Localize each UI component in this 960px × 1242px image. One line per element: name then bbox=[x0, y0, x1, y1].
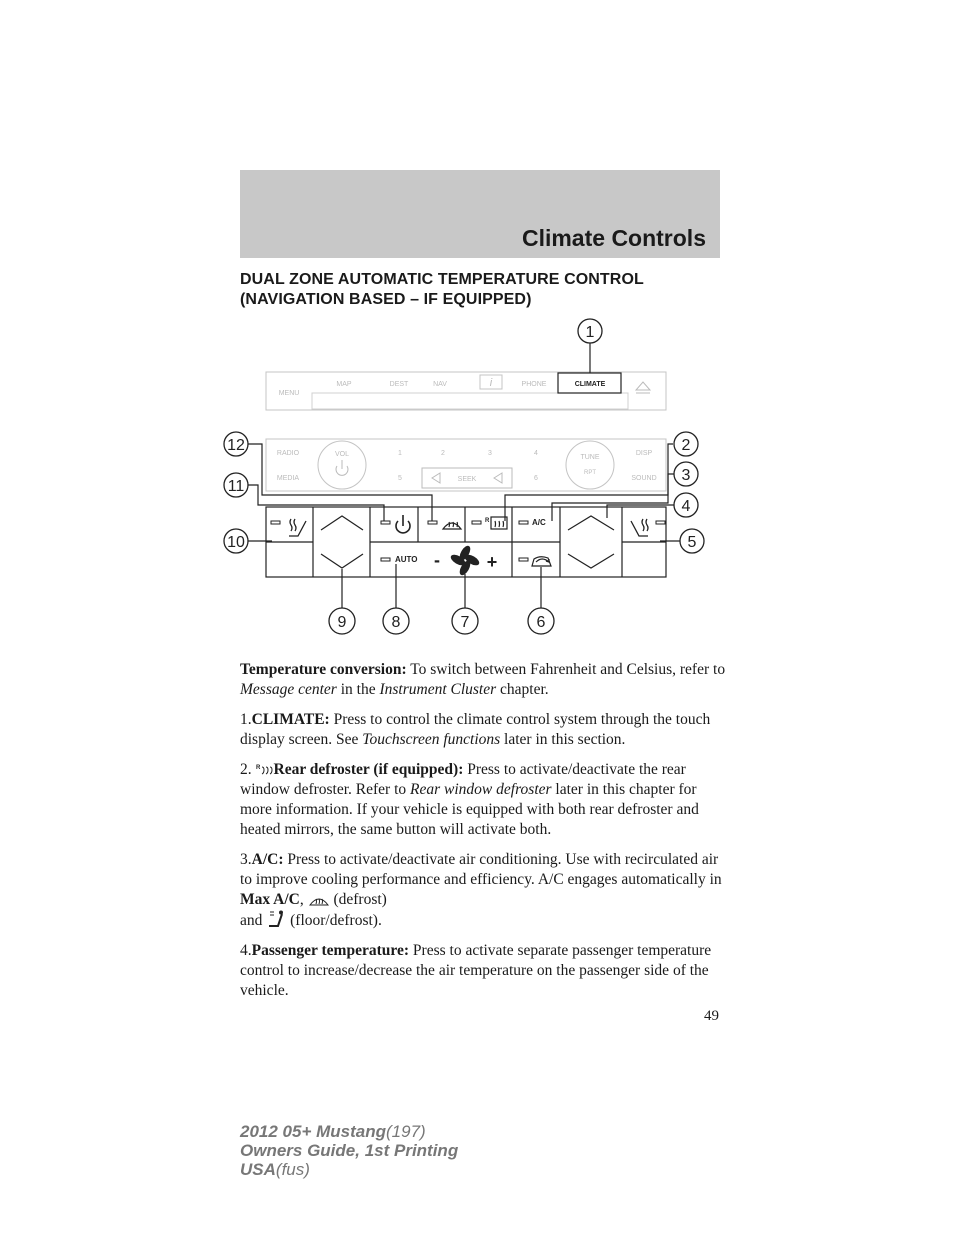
svg-text:8: 8 bbox=[391, 614, 401, 631]
svg-text:7: 7 bbox=[460, 614, 470, 631]
menu-button[interactable]: MENU bbox=[278, 390, 300, 397]
rear-defrost-icon bbox=[256, 763, 274, 777]
rear-defroster-paragraph: 2. R Rear defroster (if equipped): Press to activate/deactivate the rear window defroster. Refer to Rear window defroster later in this chapter for more information. If your vehicle is equipped with both rear defroster and heated mirrors, the same button will activate both. bbox=[240, 761, 699, 838]
rear-defrost-icon[interactable] bbox=[485, 517, 507, 529]
callout-12 bbox=[224, 432, 248, 456]
recirculation-icon[interactable] bbox=[532, 557, 551, 566]
fan-icon bbox=[449, 544, 481, 577]
svg-text:4: 4 bbox=[681, 498, 691, 515]
disp-button[interactable]: DISP bbox=[635, 450, 653, 457]
svg-text:TUNE: TUNE bbox=[580, 454, 600, 461]
eject-icon[interactable] bbox=[636, 382, 650, 393]
preset-4-button[interactable]: 4 bbox=[534, 450, 538, 457]
climate-paragraph: 1.CLIMATE: Press to control the climate control system through the touch display screen. See Touchscreen functions later in this section. bbox=[240, 711, 711, 748]
svg-text:2: 2 bbox=[681, 437, 691, 454]
callout-11 bbox=[224, 473, 248, 497]
ac-paragraph: 3.A/C: Press to activate/deactivate air conditioning. Use with recirculated air to improve cooling performance and efficiency. A/C engages automatically in Max A/C, (defrost) and (floor/defrost). bbox=[240, 851, 722, 929]
climate-button[interactable]: CLIMATE bbox=[574, 381, 606, 388]
callout-1 bbox=[578, 319, 602, 343]
svg-text:3: 3 bbox=[681, 467, 691, 484]
driver-heated-seat-icon[interactable] bbox=[289, 519, 306, 536]
ac-button[interactable]: A/C bbox=[532, 518, 546, 527]
body-text bbox=[240, 660, 730, 1011]
callout-5 bbox=[680, 529, 704, 553]
dest-button[interactable]: DEST bbox=[389, 381, 409, 388]
callout-9 bbox=[329, 608, 355, 634]
svg-text:RPT: RPT bbox=[584, 470, 596, 476]
driver-temp-arrows[interactable] bbox=[321, 516, 363, 568]
fan-minus-button[interactable]: - bbox=[434, 550, 440, 570]
svg-text:6: 6 bbox=[536, 614, 546, 631]
callout-10 bbox=[224, 529, 248, 553]
passenger-temp-arrows[interactable] bbox=[568, 516, 614, 568]
floor-defrost-icon bbox=[266, 910, 286, 928]
temperature-conversion-paragraph: Temperature conversion: To switch between Fahrenheit and Celsius, refer to Message center in the Instrument Cluster chapter. bbox=[240, 661, 726, 698]
map-button[interactable]: MAP bbox=[336, 381, 352, 388]
callout-8 bbox=[383, 608, 409, 634]
defrost-icon bbox=[308, 893, 330, 907]
svg-text:11: 11 bbox=[227, 478, 245, 495]
nav-button[interactable]: NAV bbox=[433, 381, 447, 388]
preset-1-button[interactable]: 1 bbox=[398, 450, 402, 457]
media-button[interactable]: MEDIA bbox=[276, 475, 300, 482]
section-heading: DUAL ZONE AUTOMATIC TEMPERATURE CONTROL (NAVIGATION BASED – IF EQUIPPED) bbox=[240, 271, 644, 308]
page-number: 49 bbox=[704, 1008, 719, 1024]
preset-3-button[interactable]: 3 bbox=[488, 450, 492, 457]
radio-button[interactable]: RADIO bbox=[276, 450, 300, 457]
svg-text:R: R bbox=[485, 518, 490, 524]
svg-text:10: 10 bbox=[227, 534, 245, 551]
climate-power-icon[interactable] bbox=[396, 515, 410, 533]
tune-knob[interactable] bbox=[566, 441, 614, 489]
svg-text:SEEK: SEEK bbox=[457, 476, 477, 483]
callout-4 bbox=[674, 493, 698, 517]
svg-text:R: R bbox=[255, 765, 260, 771]
phone-button[interactable]: PHONE bbox=[521, 381, 547, 388]
preset-5-button[interactable]: 5 bbox=[398, 475, 402, 482]
fan-plus-button[interactable]: + bbox=[486, 552, 498, 572]
callout-7 bbox=[452, 608, 478, 634]
auto-button[interactable]: AUTO bbox=[395, 555, 418, 564]
preset-2-button[interactable]: 2 bbox=[441, 450, 445, 457]
svg-text:5: 5 bbox=[687, 534, 697, 551]
svg-text:9: 9 bbox=[337, 614, 347, 631]
callout-6 bbox=[528, 608, 554, 634]
info-icon[interactable] bbox=[480, 375, 502, 389]
svg-text:12: 12 bbox=[227, 437, 245, 454]
front-defrost-icon[interactable] bbox=[443, 522, 461, 529]
passenger-temperature-paragraph: 4.Passenger temperature: Press to activate separate passenger temperature control to increase/decrease the air temperature on the passenger side of the vehicle. bbox=[240, 942, 712, 999]
callout-3 bbox=[674, 462, 698, 486]
footer: 2012 05+ Mustang(197) Owners Guide, 1st Printing USA(fus) bbox=[240, 1122, 459, 1179]
svg-text:1: 1 bbox=[585, 324, 595, 341]
svg-text:VOL: VOL bbox=[334, 451, 350, 458]
sound-button[interactable]: SOUND bbox=[631, 475, 657, 482]
passenger-heated-seat-icon[interactable] bbox=[631, 519, 648, 536]
callout-2 bbox=[674, 432, 698, 456]
power-icon bbox=[336, 460, 348, 475]
chapter-title: Climate Controls bbox=[521, 225, 706, 251]
svg-text:i: i bbox=[489, 377, 493, 389]
preset-6-button[interactable]: 6 bbox=[534, 475, 538, 482]
